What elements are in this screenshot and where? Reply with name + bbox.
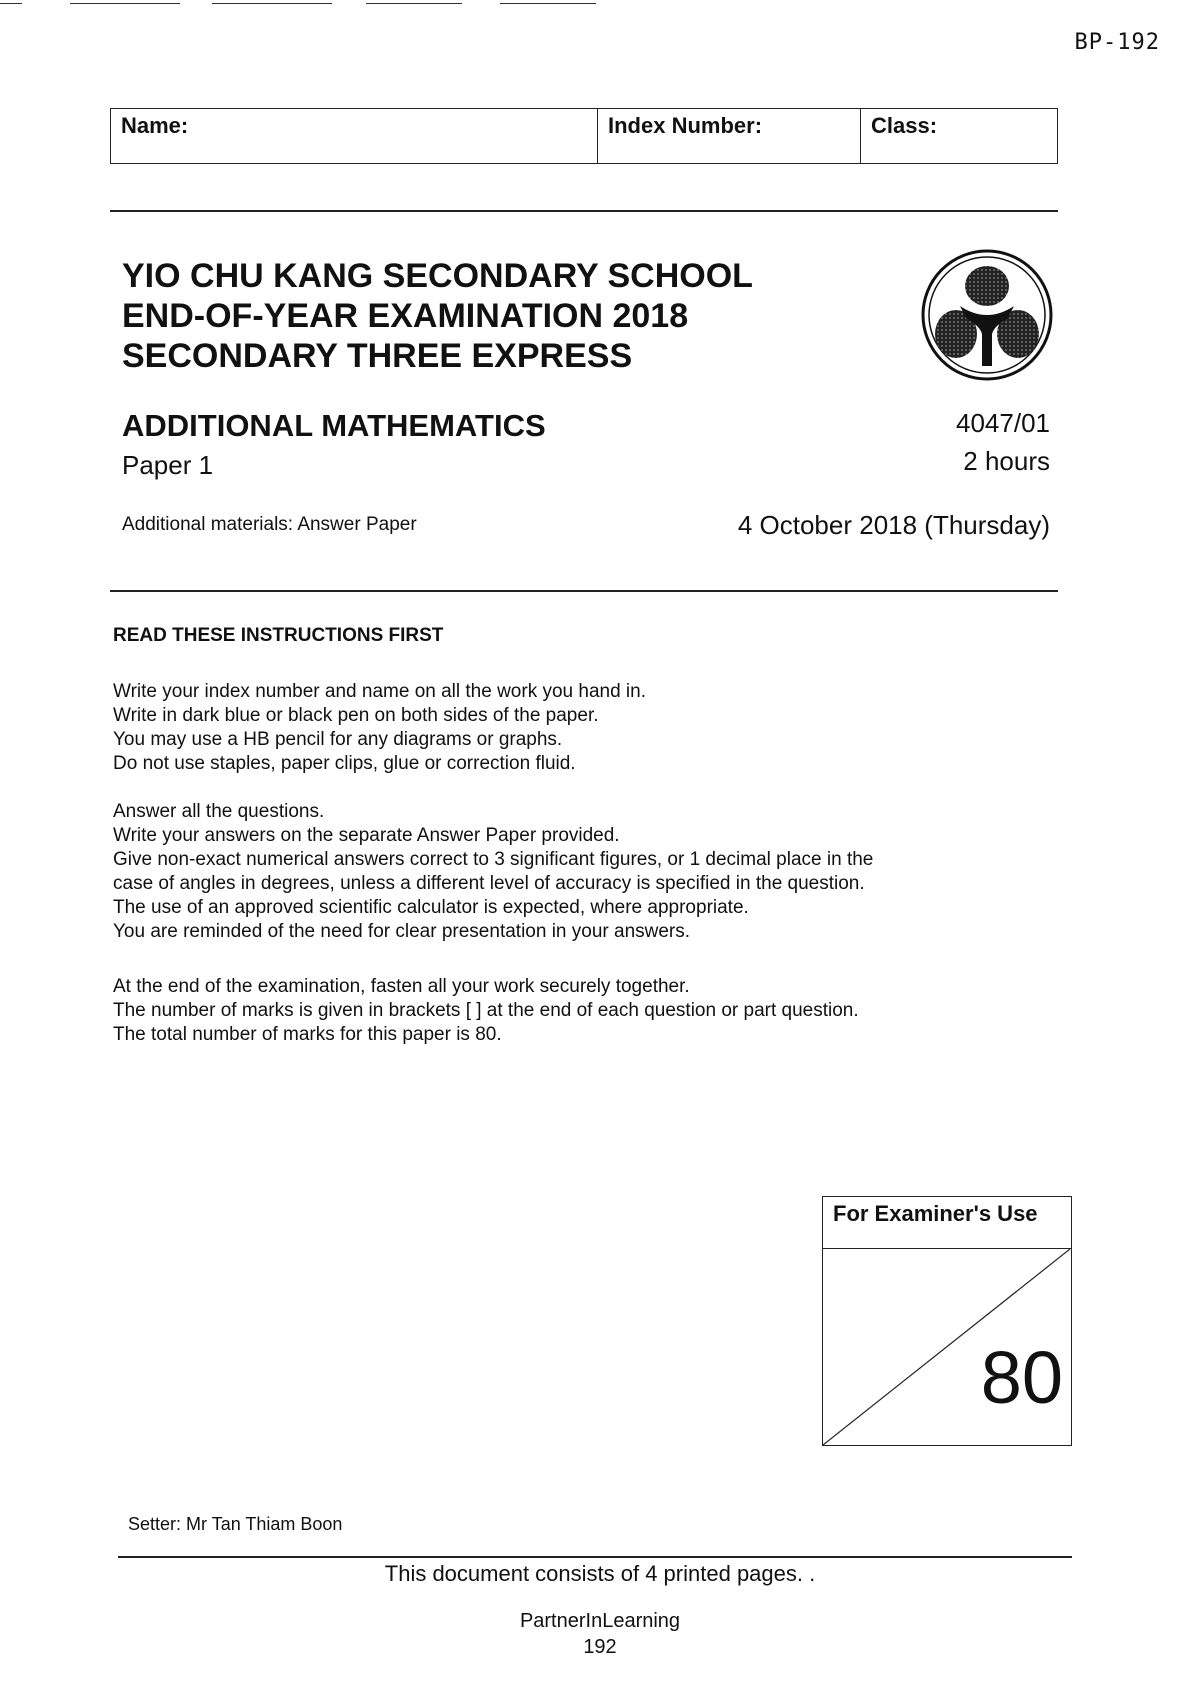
instruction-line: Answer all the questions. <box>113 801 325 822</box>
school-logo <box>920 248 1054 382</box>
subject-title: ADDITIONAL MATHEMATICS <box>122 408 546 443</box>
scan-artifact <box>70 3 180 4</box>
divider <box>110 590 1058 592</box>
page-count-note: This document consists of 4 printed pages. . <box>384 1561 816 1586</box>
index-number-label: Index Number: <box>608 113 763 138</box>
scan-artifact <box>0 3 22 4</box>
exam-level: SECONDARY THREE EXPRESS <box>122 337 633 375</box>
instruction-line: Give non-exact numerical answers correct to 3 significant figures, or 1 decimal place in the <box>113 849 874 870</box>
scan-artifact <box>212 3 332 4</box>
instruction-line: The total number of marks for this paper is 80. <box>113 1024 502 1045</box>
class-label: Class: <box>871 113 938 138</box>
instruction-line: Write your answers on the separate Answer Paper provided. <box>113 825 620 846</box>
instruction-line: Write your index number and name on all the work you hand in. <box>113 681 647 702</box>
scan-artifact <box>366 3 462 4</box>
exam-header <box>122 256 753 376</box>
instruction-line: The use of an approved scientific calculator is expected, where appropriate. <box>113 897 749 918</box>
partner-watermark: PartnerInLearning <box>519 1610 681 1632</box>
page-number: 192 <box>583 1636 617 1658</box>
divider <box>110 210 1058 212</box>
instruction-line: case of angles in degrees, unless a different level of accuracy is specified in the question. <box>113 873 865 894</box>
setter-credit: Setter: Mr Tan Thiam Boon <box>128 1514 343 1534</box>
name-label: Name: <box>121 113 189 138</box>
index-number-field[interactable] <box>598 109 861 163</box>
instructions-heading: READ THESE INSTRUCTIONS FIRST <box>113 625 444 646</box>
instruction-line: Write in dark blue or black pen on both sides of the paper. <box>113 705 599 726</box>
instructions-group-marks <box>113 975 993 1047</box>
paper-number: Paper 1 <box>122 450 214 480</box>
name-field[interactable] <box>111 109 598 163</box>
instruction-line: At the end of the examination, fasten all your work securely together. <box>113 976 690 997</box>
instructions-group-answering <box>113 800 993 944</box>
divider <box>118 1556 1072 1558</box>
additional-materials: Additional materials: Answer Paper <box>122 514 417 535</box>
total-marks: 80 <box>980 1336 1063 1419</box>
examiner-use-box <box>822 1196 1072 1446</box>
examiner-use-heading: For Examiner's Use <box>823 1197 1071 1249</box>
class-field[interactable] <box>861 109 1057 163</box>
instruction-line: Do not use staples, paper clips, glue or correction fluid. <box>113 753 576 774</box>
school-name: YIO CHU KANG SECONDARY SCHOOL <box>122 257 753 295</box>
scan-artifact <box>500 3 596 4</box>
instruction-line: You are reminded of the need for clear presentation in your answers. <box>113 921 691 942</box>
exam-title: END-OF-YEAR EXAMINATION 2018 <box>122 297 689 335</box>
exam-duration: 2 hours <box>963 446 1050 476</box>
instructions-group-writing <box>113 680 993 776</box>
instruction-line: The number of marks is given in brackets [ ] at the end of each question or part question. <box>113 1000 859 1021</box>
instruction-line: You may use a HB pencil for any diagrams or graphs. <box>113 729 563 750</box>
syllabus-code: 4047/01 <box>956 408 1050 438</box>
examiner-score-area <box>823 1249 1071 1445</box>
page-code: BP-192 <box>1074 30 1160 55</box>
exam-date: 4 October 2018 (Thursday) <box>737 510 1050 540</box>
candidate-details-table <box>110 108 1058 164</box>
